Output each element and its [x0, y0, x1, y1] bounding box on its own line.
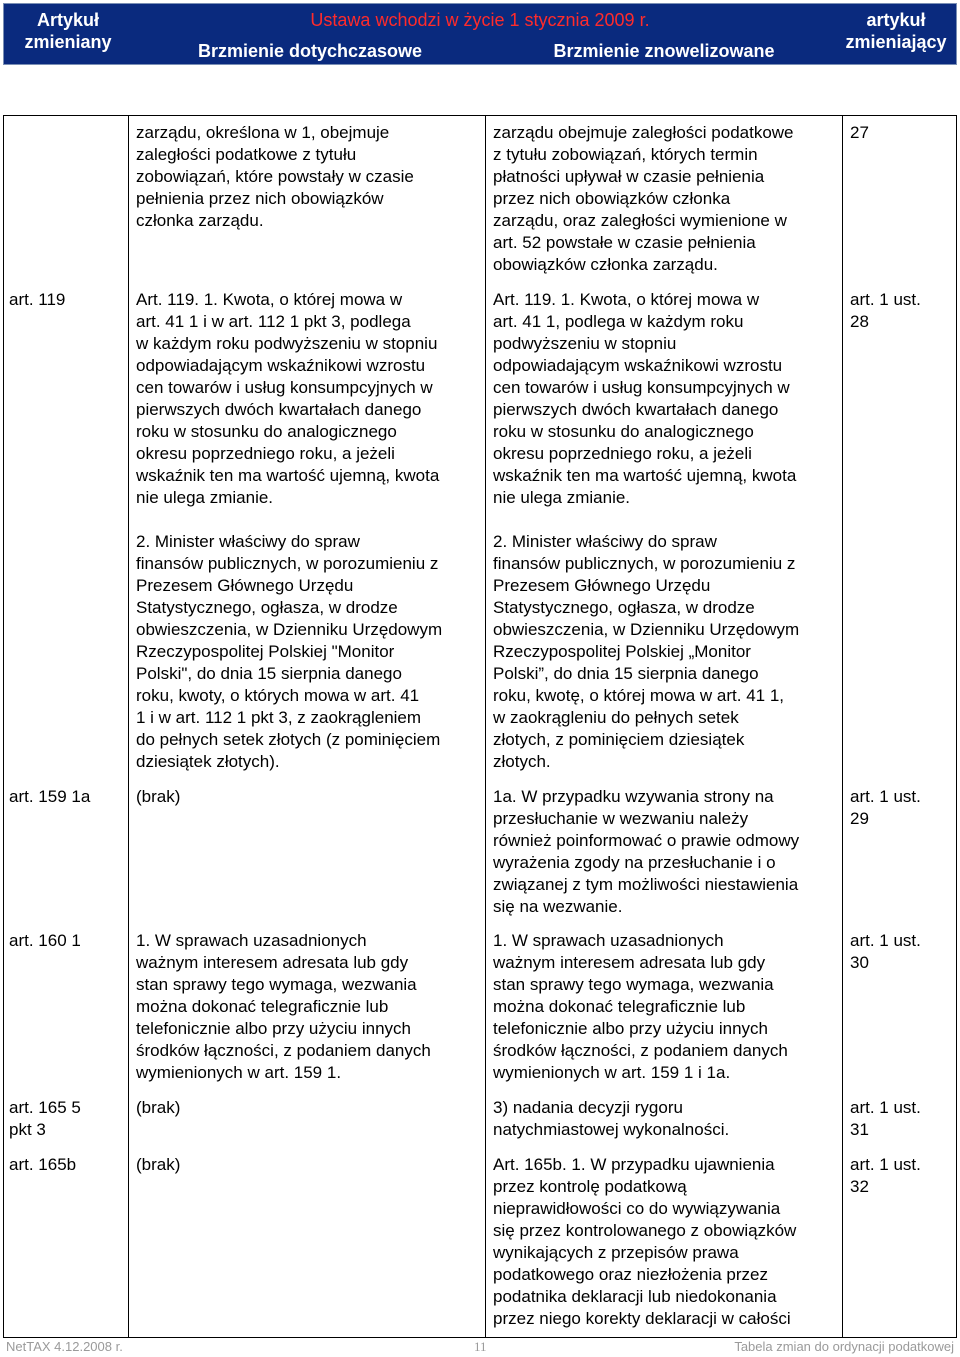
header-effective-date [130, 9, 830, 31]
header-article-changing [832, 9, 960, 53]
article-row-4: art. 160 1 [9, 931, 81, 950]
new-text-row-3: 1a. W przypadku wzywania strony na przesłuchanie w wezwaniu należy również poinformować o prawie odmowy wyrażenia zgody na przesłuchanie i o związanej z tym możliwości niestawienia się na wezwanie. [493, 787, 800, 916]
header-col1-line2: zmieniany [24, 32, 112, 52]
header-new-wording: Brzmienie znowelizowane [553, 41, 775, 61]
old-text-row-5: (brak) [136, 1098, 181, 1117]
new-text-row-2: 2. Minister właściwy do spraw finansów publicznych, w porozumieniu z Prezesem Głównego Urzędu Statystycznego, ogłasza, w drodze obwieszczenia, w Dzienniku Urzędowym Rzeczypospolitej Polskiej „Monitor Polski”, do dnia 15 sierpnia danego roku, kwotę, o której mowa w art. 41 1, w zaokrągleniu do pełnych setek złotych, z pominięciem dziesiątek złotych. [493, 532, 800, 771]
ref-row-6: art. 1 ust. 32 [850, 1155, 921, 1196]
effective-date-banner: Ustawa wchodzi w życie 1 stycznia 2009 r. [310, 10, 650, 30]
header-col4-line1: artykuł [866, 10, 926, 30]
new-text-row-5: 3) nadania decyzji rygoru natychmiastowej wykonalności. [493, 1098, 730, 1139]
new-text-row-1: Art. 119. 1. Kwota, o której mowa w art. 41 1, podlega w każdym roku podwyższeniu w stopniu odpowiadającym wskaźnikowi wzrostu cen towarów i usług konsumpcyjnych w pierwszych dwóch kwartałach danego roku w stosunku do analogicznego okresu poprzedniego roku, a jeżeli wskaźnik ten ma wartość ujemną, kwota nie ulega zmianie. [493, 290, 797, 507]
header-col4-line2: zmieniający [845, 32, 947, 52]
footer-source: NetTAX 4.12.2008 r. [6, 1339, 123, 1354]
old-text-row-1: Art. 119. 1. Kwota, o której mowa w art. 41 1 i w art. 112 1 pkt 3, podlega w każdym roku podwyższeniu w stopniu odpowiadającym wskaźnikowi wzrostu cen towarów i usług konsumpcyjnych w pierwszych dwóch kwartałach danego roku w stosunku do analogicznego okresu poprzedniego roku, a jeżeli wskaźnik ten ma wartość ujemną, kwota nie ulega zmianie. [136, 290, 440, 507]
old-text-row-3: (brak) [136, 787, 181, 806]
column-divider-1 [128, 115, 129, 1338]
header-col1-line1: Artykuł [36, 10, 99, 30]
old-text-row-0: zarządu, określona w 1, obejmuje zaległości podatkowe z tytułu zobowiązań, które powstały w czasie pełnienia przez nich obowiązków członka zarządu. [136, 123, 414, 230]
new-text-row-4: 1. W sprawach uzasadnionych ważnym interesem adresata lub gdy stan sprawy tego wymaga, wezwania można dokonać telegraficznie lub telefonicznie albo przy użyciu innych środków łączności, z podaniem danych wymienionych w art. 159 1 i 1a. [493, 931, 788, 1082]
footer-document-title: Tabela zmian do ordynacji podatkowej [734, 1339, 954, 1354]
header-old-wording: Brzmienie dotychczasowe [197, 41, 423, 61]
ref-row-0: 27 [850, 123, 869, 142]
old-text-row-2: 2. Minister właściwy do spraw finansów publicznych, w porozumieniu z Prezesem Głównego Urzędu Statystycznego, ogłasza, w drodze obwieszczenia, w Dzienniku Urzędowym Rzeczypospolitej Polskiej "Monitor Polski", do dnia 15 sierpnia danego roku, kwoty, o których mowa w art. 41 1 i w art. 112 1 pkt 3, z zaokrągleniem do pełnych setek złotych (z pominięciem dziesiątek złotych). [136, 532, 443, 771]
column-divider-3 [842, 115, 843, 1338]
old-text-row-4: 1. W sprawach uzasadnionych ważnym interesem adresata lub gdy stan sprawy tego wymaga, wezwania można dokonać telegraficznie lub telefonicznie albo przy użyciu innych środków łączności, z podaniem danych wymienionych w art. 159 1. [136, 931, 431, 1082]
header-article-changed [8, 9, 128, 53]
ref-row-3: art. 1 ust. 29 [850, 787, 921, 828]
old-text-row-6: (brak) [136, 1155, 181, 1174]
ref-row-1: art. 1 ust. 28 [850, 290, 921, 331]
article-row-5: art. 165 5 pkt 3 [9, 1098, 81, 1139]
footer-page-number: 11 [474, 1339, 487, 1354]
ref-row-4: art. 1 ust. 30 [850, 931, 921, 972]
ref-row-5: art. 1 ust. 31 [850, 1098, 921, 1139]
new-text-row-6: Art. 165b. 1. W przypadku ujawnienia przez kontrolę podatkową nieprawidłowości co do wywiązywania się przez kontrolowanego z obowiązków wynikających z przepisów prawa podatkowego oraz niezłożenia przez podatnika deklaracji lub niedokonania przez niego korekty deklaracji w całości [493, 1155, 797, 1328]
article-row-6: art. 165b [9, 1155, 77, 1174]
new-text-row-0: zarządu obejmuje zaległości podatkowe z tytułu zobowiązań, których termin płatności upływał w czasie pełnienia przez nich obowiązków członka zarządu, oraz zaległości wymienione w art. 52 powstałe w czasie pełnienia obowiązków członka zarządu. [493, 123, 794, 274]
column-divider-2 [485, 115, 486, 1338]
article-row-3: art. 159 1a [9, 787, 91, 806]
article-row-1: art. 119 [9, 290, 66, 309]
